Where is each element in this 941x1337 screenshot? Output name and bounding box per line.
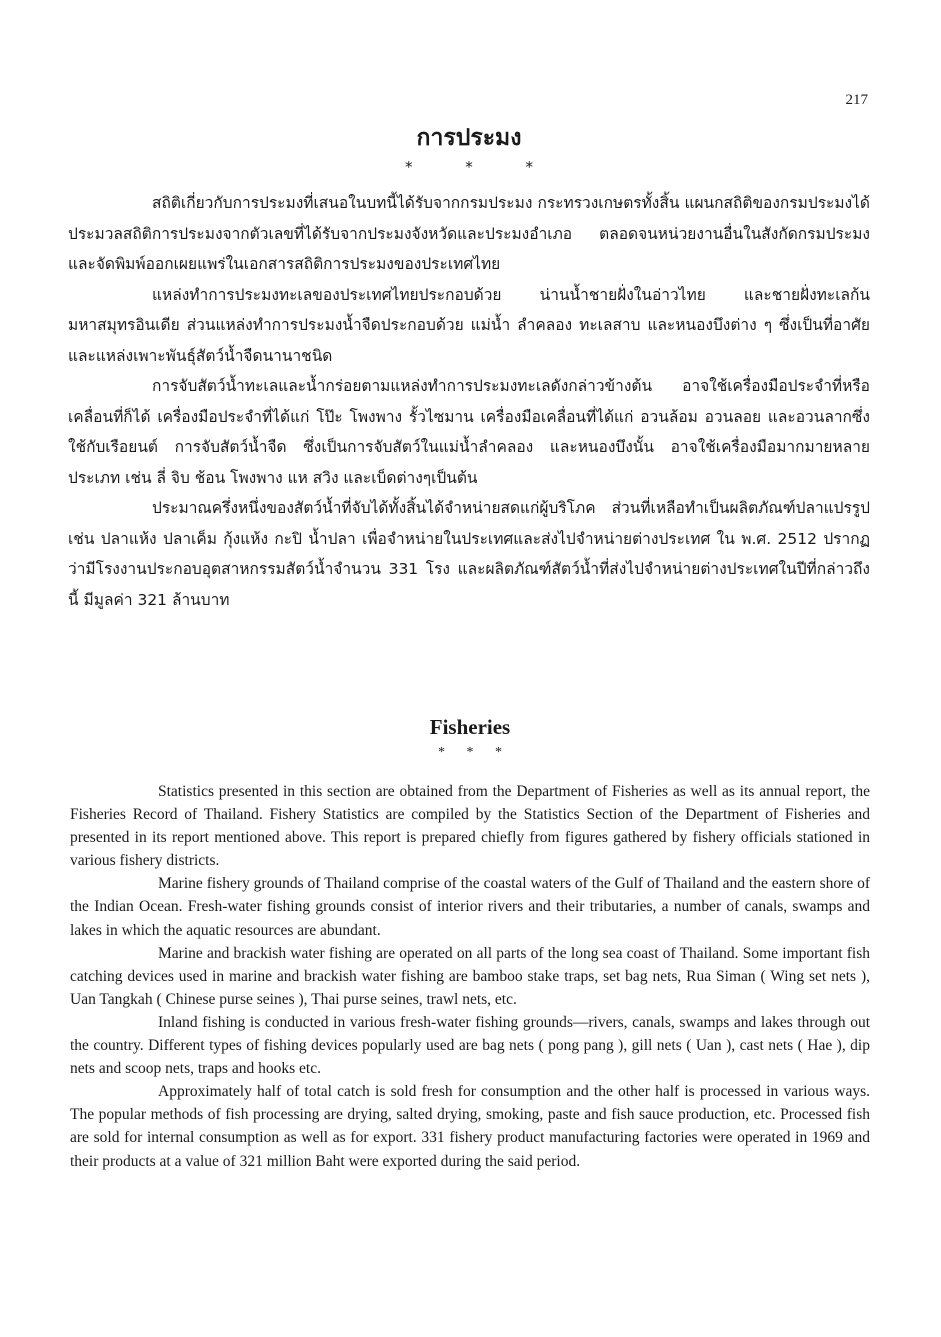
thai-paragraph: แหล่งทำการประมงทะเลของประเทศไทยประกอบด้วย น่านน้ำชายฝั่งในอ่าวไทย และชายฝั่งทะเลก้นมหาสมุทรอินเดีย ส่วนแหล่งทำการประมงน้ำจืดประกอบด้วย แม่น้ำ ลำคลอง ทะเลสาบ และหนองบึงต่าง ๆ ซึ่งเป็นที่อาศัยและแหล่งเพาะพันธุ์สัตว์น้ำจืดนานาชนิด xyxy=(68,285,870,365)
english-section-divider: * * * xyxy=(438,745,511,760)
thai-section-title: การประมง xyxy=(416,125,522,151)
thai-paragraph: สถิติเกี่ยวกับการประมงที่เสนอในบทนี้ได้รับจากกรมประมง กระทรวงเกษตรทั้งสิ้น แผนกสถิติของกรมประมงได้ประมวลสถิติการประมงจากตัวเลขที่ได้รับจากประมงจังหวัดและประมงอำเภอ ตลอดจนหน่วยงานอื่นในสังกัดกรมประมง และจัดพิมพ์ออกเผยแพร่ในเอกสารสถิติการประมงของประเทศไทย xyxy=(68,194,870,273)
english-paragraph: Marine and brackish water fishing are operated on all parts of the long sea coast of Thailand. Some important fish catching devices used in marine and brackish water fishing are bamboo stake traps, set bag nets, Rua Siman ( Wing set nets ), Uan Tangkah ( Chinese purse seines ), Thai purse seines, trawl nets, etc. xyxy=(70,944,870,1008)
english-paragraph: Approximately half of total catch is sold fresh for consumption and the other half is processed in various ways. The popular methods of fish processing are drying, salted drying, smoking, paste and fish sauce production, etc. Processed fish are sold for internal consumption as well as for export. 331 fishery product manufacturing factories were operated in 1969 and their products at a value of 321 million Baht were exported during the said period. xyxy=(70,1083,870,1170)
english-paragraph: Statistics presented in this section are obtained from the Department of Fisheries as well as its annual report, the Fisheries Record of Thailand. Fishery Statistics are compiled by the Statistics Section of the Department of Fisheries and presented in its report mentioned above. This report is prepared chiefly from figures gathered by fishery officials stationed in various fishery districts. xyxy=(70,783,870,870)
english-section xyxy=(70,712,870,1173)
english-section-title: Fisheries xyxy=(429,715,511,739)
thai-section xyxy=(68,118,870,615)
thai-paragraph: ประมาณครึ่งหนึ่งของสัตว์น้ำที่จับได้ทั้งสิ้นได้จำหน่ายสดแก่ผู้บริโภค ส่วนที่เหลือทำเป็นผลิตภัณฑ์ปลาแปรรูป เช่น ปลาแห้ง ปลาเค็ม กุ้งแห้ง กะปิ น้ำปลา เพื่อจำหน่ายในประเทศและส่งไปจำหน่ายต่างประเทศ ใน พ.ศ. 2512 ปรากฏว่ามีโรงงานประกอบอุตสาหกรรมสัตว์น้ำจำนวน 331 โรง และผลิตภัณฑ์สัตว์น้ำที่ส่งไปจำหน่ายต่างประเทศในปีที่กล่าวถึงนี้ มีมูลค่า 321 ล้านบาท xyxy=(68,499,870,609)
english-paragraph: Marine fishery grounds of Thailand comprise of the coastal waters of the Gulf of Thailand and the eastern shore of the Indian Ocean. Fresh-water fishing grounds consist of interior rivers and their tributaries, a number of canals, swamps and lakes in which the aquatic resources are abundant. xyxy=(70,875,870,939)
thai-paragraph: การจับสัตว์น้ำทะเลและน้ำกร่อยตามแหล่งทำการประมงทะเลดังกล่าวข้างต้น อาจใช้เครื่องมือประจำที่หรือเคลื่อนที่ก็ได้ เครื่องมือประจำที่ได้แก่ โป๊ะ โพงพาง รั้วไซมาน เครื่องมือเคลื่อนที่ได้แก่ อวนล้อม อวนลอย และอวนลากซึ่งใช้กับเรือยนต์ การจับสัตว์น้ำจืด ซึ่งเป็นการจับสัตว์ในแม่น้ำลำคลอง และหนองบึงนั้น อาจใช้เครื่องมือมากมายหลายประเภท เช่น ลี่ จิบ ช้อน โพงพาง แห สวิง และเบ็ดต่างๆเป็นต้น xyxy=(68,377,870,487)
page-number: 217 xyxy=(845,92,868,108)
thai-section-divider: * * * xyxy=(404,158,558,176)
english-paragraph: Inland fishing is conducted in various fresh-water fishing grounds—rivers, canals, swamps and lakes through out the country. Different types of fishing devices popularly used are bag nets ( pong pang ), gill nets ( Uan ), cast nets ( Hae ), dip nets and scoop nets, traps and hooks etc. xyxy=(70,1013,870,1078)
